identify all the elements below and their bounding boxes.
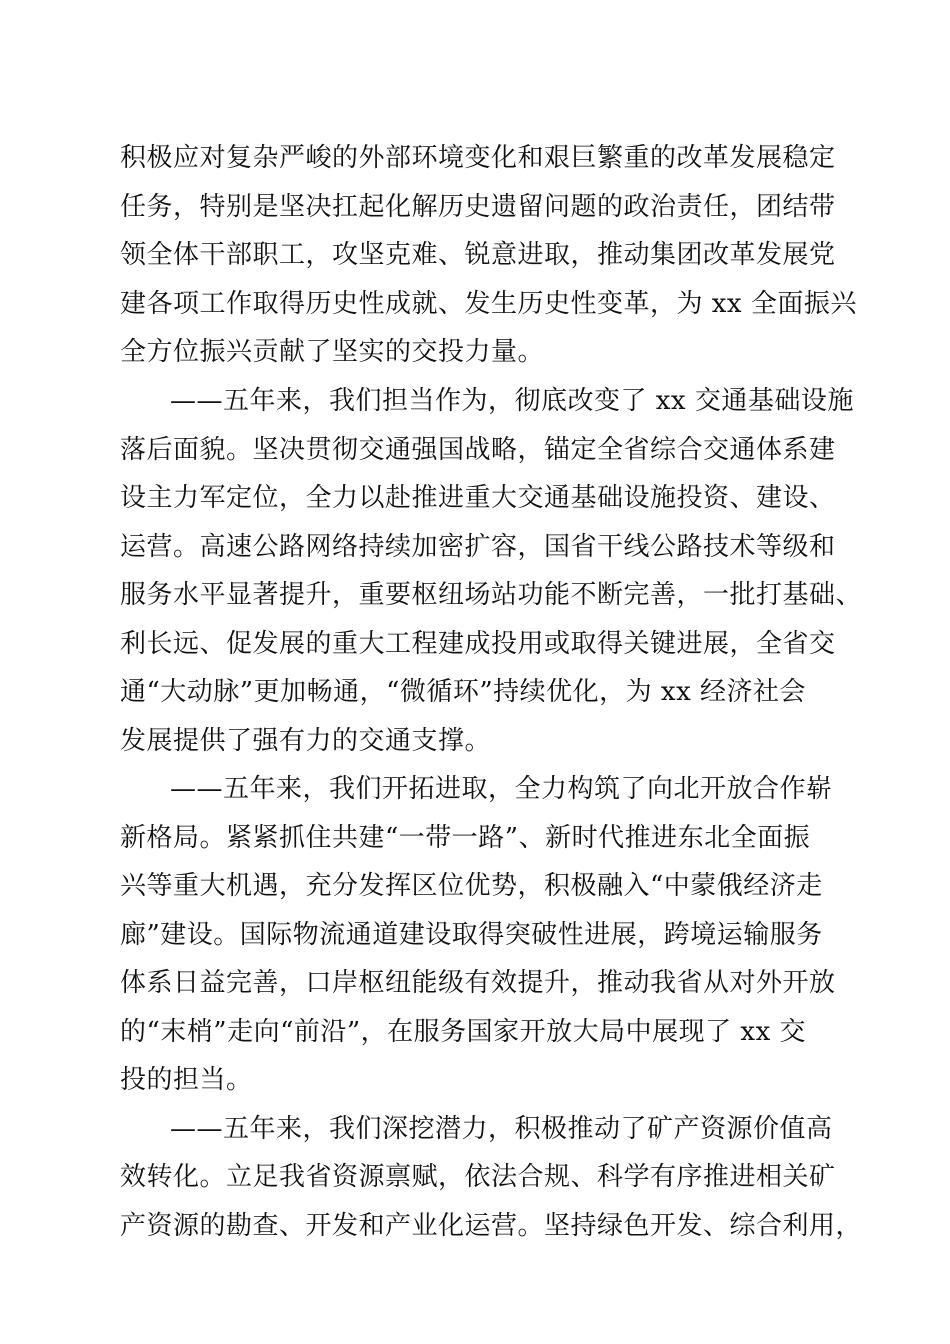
text-line: 产资源的勘查、开发和产业化运营。坚持绿色开发、综合利用， [120, 1211, 863, 1241]
text-line: 运营。高速公路网络持续加密扩容，国省干线公路技术等级和 [120, 532, 836, 562]
text-line: 积极应对复杂严峻的外部环境变化和艰巨繁重的改革发展稳定 [120, 143, 836, 173]
paragraph-start-line: ——五年来，我们开拓进取，全力构筑了向北开放合作崭 [170, 774, 833, 804]
paragraph-start-line: ——五年来，我们担当作为，彻底改变了 xx 交通基础设施 [170, 386, 854, 416]
text-line: 利长远、促发展的重大工程建成投用或取得关键进展，全省交 [120, 629, 836, 659]
text-line: 兴等重大机遇，充分发挥区位优势，积极融入“中蒙俄经济走 [120, 871, 823, 901]
text-line: 建各项工作取得历史性成就、发生历史性变革，为 xx 全面振兴 [120, 289, 857, 319]
text-line: 廊”建设。国际物流通道建设取得突破性进展，跨境运输服务 [120, 920, 823, 950]
text-line: 设主力军定位，全力以赴推进重大交通基础设施投资、建设、 [120, 483, 836, 513]
text-line: 投的担当。 [120, 1065, 253, 1095]
text-line: 体系日益完善，口岸枢纽能级有效提升，推动我省从对外开放 [120, 968, 836, 998]
text-line: 领全体干部职工，攻坚克难、锐意进取，推动集团改革发展党 [120, 240, 836, 270]
text-line: 通“大动脉”更加畅通，“微循环”持续优化，为 xx 经济社会 [120, 677, 807, 707]
text-line: 效转化。立足我省资源禀赋，依法合规、科学有序推进相关矿 [120, 1162, 836, 1192]
text-line: 任务，特别是坚决扛起化解历史遗留问题的政治责任，团结带 [120, 192, 836, 222]
text-line: 的“末梢”走向“前沿”，在服务国家开放大局中展现了 xx 交 [120, 1017, 807, 1047]
text-line: 服务水平显著提升，重要枢纽场站功能不断完善，一批打基础、 [120, 580, 863, 610]
text-line: 全方位振兴贡献了坚实的交投力量。 [120, 337, 545, 367]
text-line: 新格局。紧紧抓住共建“一带一路”、新时代推进东北全面振 [120, 823, 811, 853]
text-line: 落后面貌。坚决贯彻交通强国战略，锚定全省综合交通体系建 [120, 435, 836, 465]
paragraph-start-line: ——五年来，我们深挖潜力，积极推动了矿产资源价值高 [170, 1114, 833, 1144]
text-line: 发展提供了强有力的交通支撑。 [120, 726, 492, 756]
